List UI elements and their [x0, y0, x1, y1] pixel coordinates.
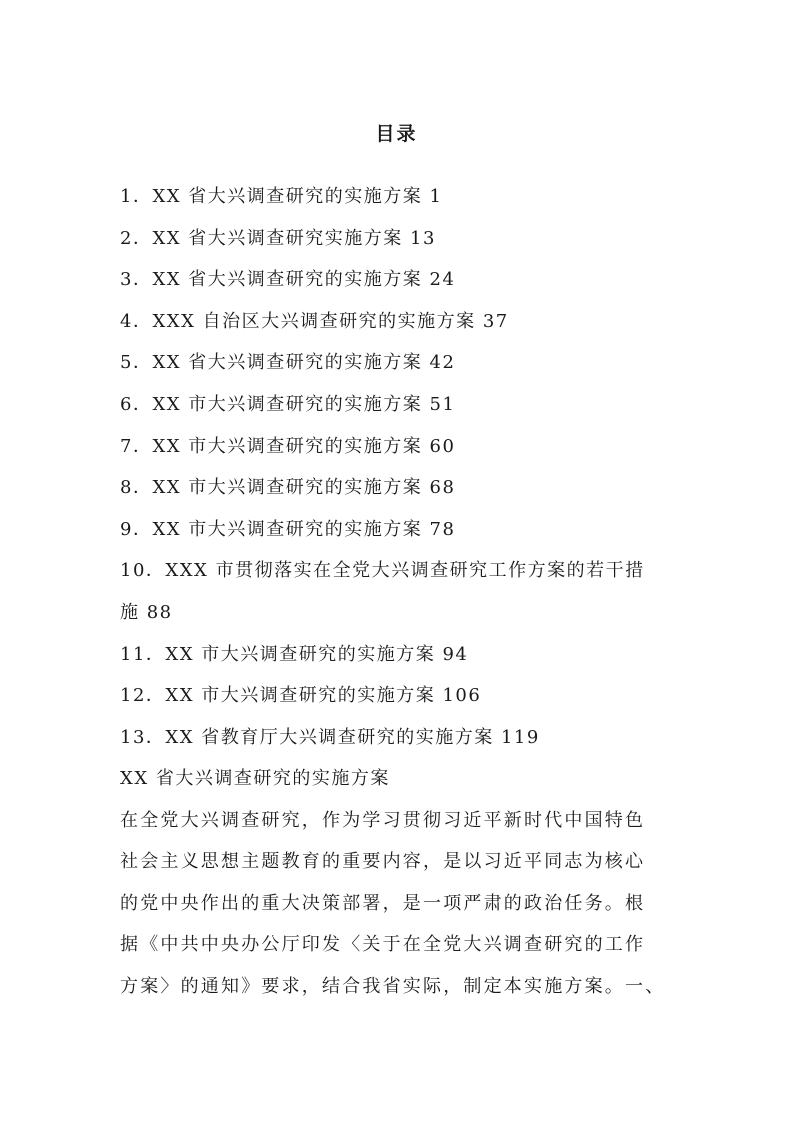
toc-entry: 1．XX 省大兴调查研究的实施方案 1 — [120, 186, 443, 207]
toc-entry-continuation: 施 88 — [120, 601, 173, 623]
paragraph-line: 的党中央作出的重大决策部署，是一项严肃的政治任务。根 — [120, 892, 646, 914]
toc-entry: 2．XX 省大兴调查研究实施方案 13 — [120, 227, 436, 249]
toc-entry: 3．XX 省大兴调查研究的实施方案 24 — [120, 269, 456, 291]
table-of-contents — [120, 176, 680, 758]
toc-title: 目录 — [375, 123, 418, 145]
toc-entry: 5．XX 省大兴调查研究的实施方案 42 — [120, 352, 456, 374]
section-heading: XX 省大兴调查研究的实施方案 — [120, 768, 390, 789]
toc-entry: 13．XX 省教育厅大兴调查研究的实施方案 119 — [120, 726, 540, 748]
toc-entry: 9．XX 市大兴调查研究的实施方案 78 — [120, 518, 456, 540]
paragraph-line: 方案〉的通知》要求，结合我省实际，制定本实施方案。一、 — [120, 975, 666, 997]
toc-entry: 12．XX 市大兴调查研究的实施方案 106 — [120, 685, 482, 707]
toc-entry: 11．XX 市大兴调查研究的实施方案 94 — [120, 643, 469, 665]
toc-entry: 10．XXX 市贯彻落实在全党大兴调查研究工作方案的若干措 — [120, 560, 645, 582]
paragraph-line: 在全党大兴调查研究，作为学习贯彻习近平新时代中国特色 — [120, 809, 646, 831]
toc-entry: 7．XX 市大兴调查研究的实施方案 60 — [120, 435, 456, 457]
paragraph-line: 社会主义思想主题教育的重要内容，是以习近平同志为核心 — [120, 851, 646, 873]
body-text — [120, 758, 680, 1008]
toc-entry: 6．XX 市大兴调查研究的实施方案 51 — [120, 393, 456, 415]
toc-entry: 8．XX 市大兴调查研究的实施方案 68 — [120, 477, 456, 499]
toc-entry: 4．XXX 自治区大兴调查研究的实施方案 37 — [120, 310, 509, 332]
paragraph-line: 据《中共中央办公厅印发〈关于在全党大兴调查研究的工作 — [120, 934, 646, 956]
